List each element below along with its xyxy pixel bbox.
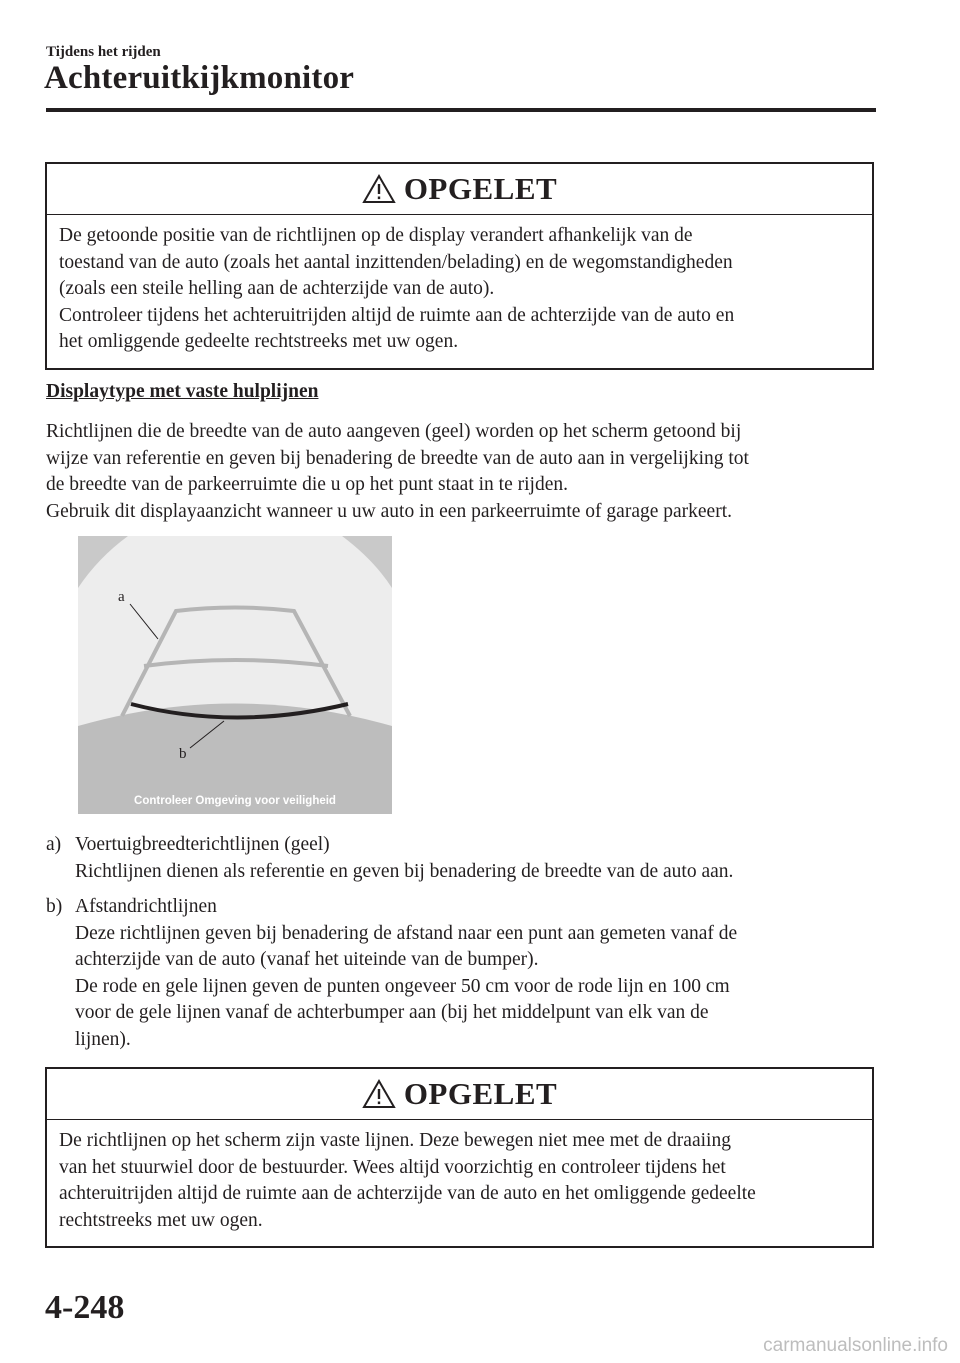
caution-label: OPGELET [403, 171, 558, 206]
section-heading: Displaytype met vaste hulplijnen [46, 381, 319, 402]
caution-line: achteruitrijden altijd de ruimte aan de achterzijde van de auto en het omliggende gedeelte [59, 1183, 756, 1204]
warning-triangle-icon [362, 174, 396, 204]
legend-line: voor de gele lijnen vanaf de achterbumper aan (bij het middelpunt van elk van de [75, 1002, 709, 1023]
caution-line: De getoonde positie van de richtlijnen op de display verandert afhankelijk van de [59, 225, 693, 246]
caution-line: van het stuurwiel door de bestuurder. Wees altijd voorzichtig en controleer tijdens het [59, 1156, 726, 1178]
callout-b: b [179, 746, 187, 762]
paragraph-line: de breedte van de parkeerruimte die u op het punt staat in te rijden. [46, 474, 568, 495]
paragraph-line: wijze van referentie en geven bij benadering de breedte van de auto aan in vergelijking tot [46, 447, 749, 469]
caution-text [47, 1120, 872, 1246]
legend-line: achterzijde van de auto (vanaf het uiteinde van de bumper). [75, 949, 539, 970]
legend-line: Richtlijnen dienen als referentie en geven bij benadering de breedte van de auto aan. [75, 860, 734, 882]
legend-line: Deze richtlijnen geven bij benadering de afstand naar een punt aan gemeten vanaf de [75, 922, 738, 944]
watermark: carmanualsonline.info [763, 1335, 948, 1356]
legend-title: Voertuigbreedterichtlijnen (geel) [75, 834, 330, 855]
caution-label: OPGELET [403, 1076, 558, 1111]
legend-title: Afstandrichtlijnen [75, 896, 217, 917]
paragraph-line: Richtlijnen die de breedte van de auto aangeven (geel) worden op het scherm getoond bij [46, 421, 742, 442]
legend-label: a) [46, 834, 62, 855]
caution-line: Controleer tijdens het achteruitrijden altijd de ruimte aan de achterzijde van de auto en [59, 304, 735, 326]
screen-warning-text: Controleer Omgeving voor veiligheid [134, 795, 336, 807]
page-title: Achteruitkijkmonitor [44, 60, 355, 96]
caution-box-2 [45, 1067, 874, 1248]
caution-box-1 [45, 162, 874, 370]
section-label: Tijdens het rijden [46, 44, 161, 60]
caution-header [47, 1069, 872, 1120]
legend-label: b) [46, 896, 63, 917]
caution-line: De richtlijnen op het scherm zijn vaste lijnen. Deze bewegen niet mee met de draaiing [59, 1130, 731, 1151]
page-number: 4-248 [45, 1289, 125, 1326]
rear-camera-figure [78, 536, 392, 814]
caution-line: (zoals een steile helling aan de achterzijde van de auto). [59, 278, 495, 299]
warning-triangle-icon [362, 1079, 396, 1109]
title-rule [46, 108, 876, 112]
legend-line: lijnen). [75, 1028, 131, 1050]
caution-line: het omliggende gedeelte rechtstreeks met uw ogen. [59, 331, 459, 352]
legend-item-b [46, 894, 876, 1053]
paragraph-line: Gebruik dit displayaanzicht wanneer u uw auto in een parkeerruimte of garage parkeert. [46, 500, 732, 522]
legend-line: De rode en gele lijnen geven de punten ongeveer 50 cm voor de rode lijn en 100 cm [75, 975, 730, 997]
caution-line: rechtstreeks met uw ogen. [59, 1209, 263, 1231]
caution-header [47, 164, 872, 215]
section-paragraph [46, 419, 876, 525]
caution-text [47, 215, 872, 368]
legend-item-a [46, 832, 876, 885]
caution-line: toestand van de auto (zoals het aantal inzittenden/belading) en de wegomstandigheden [59, 251, 733, 273]
callout-a: a [118, 589, 125, 605]
